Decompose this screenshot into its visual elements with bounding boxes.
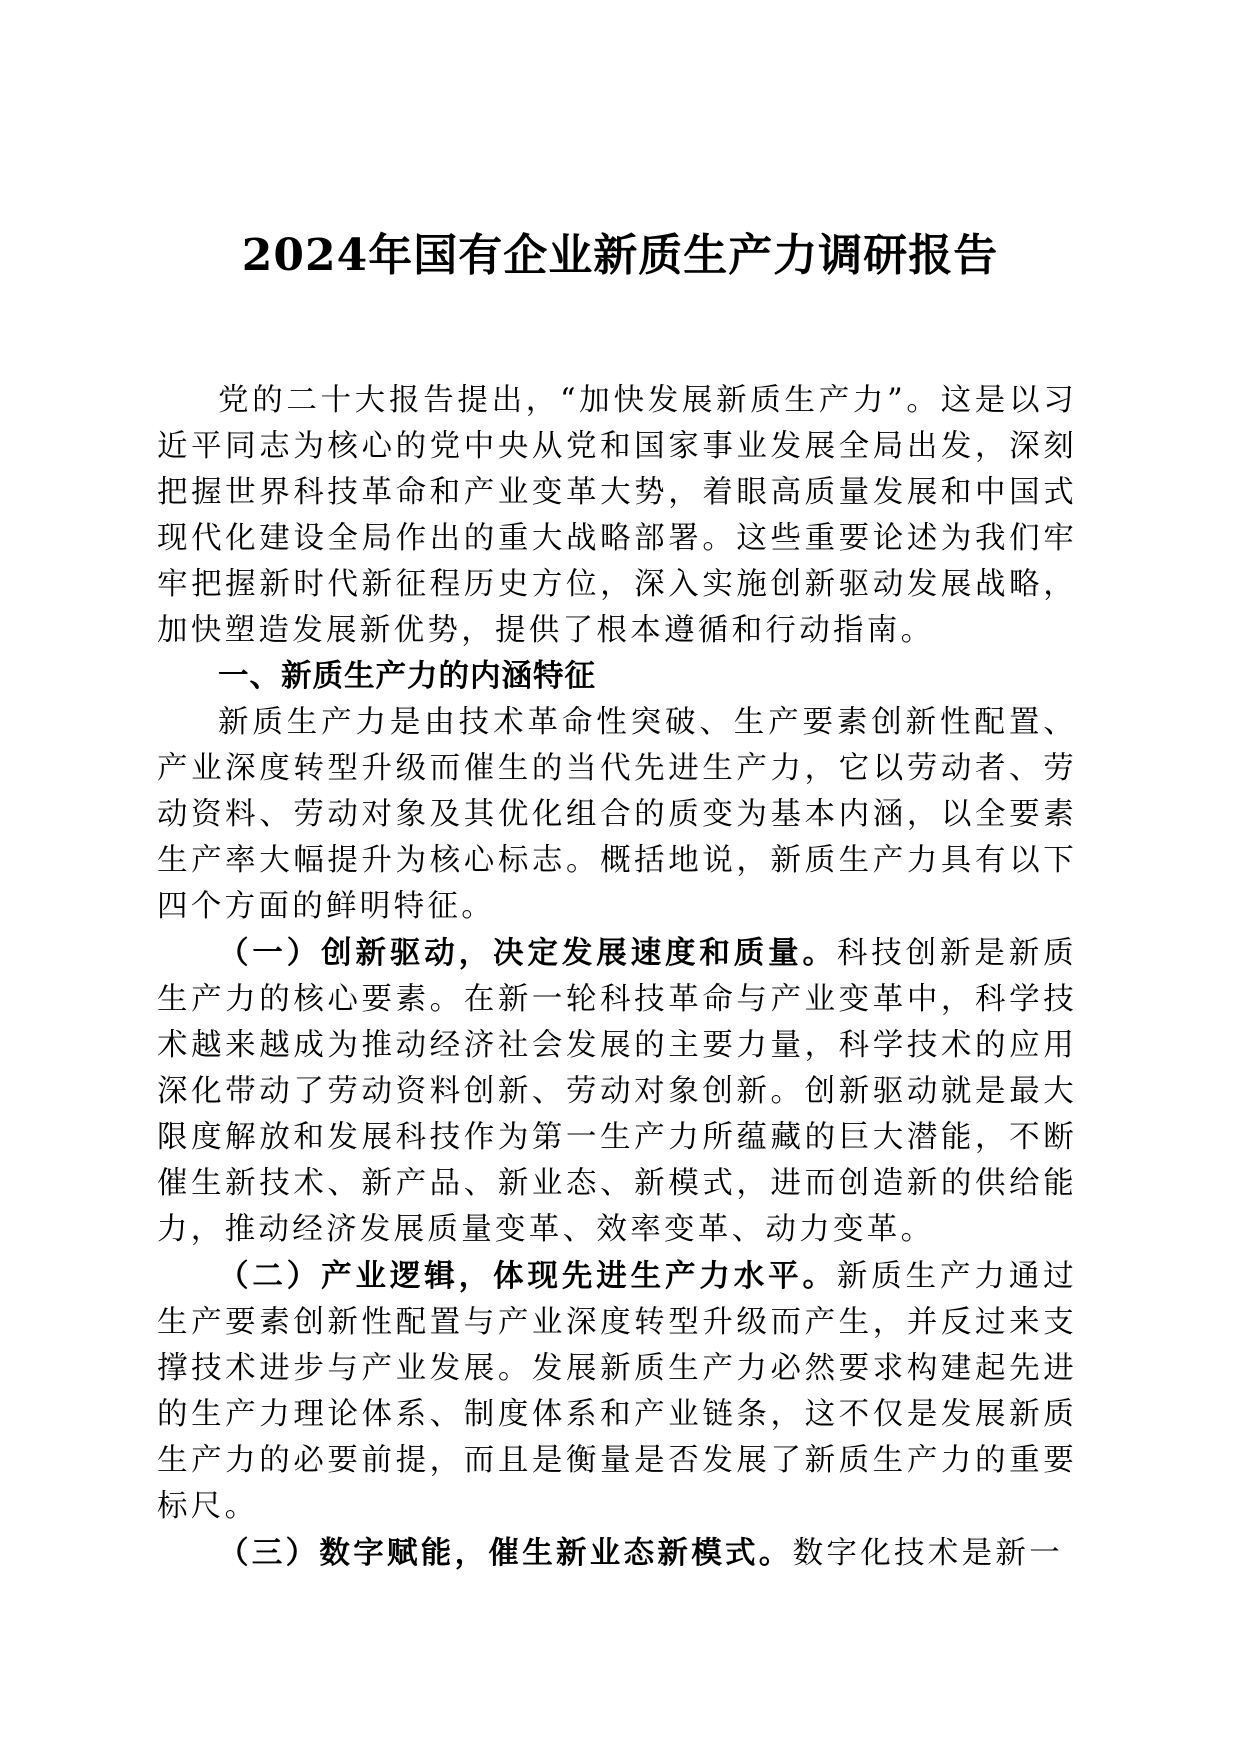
feature-text-1: 科技创新是新质生产力的核心要素。在新一轮科技革命与产业变革中，科学技术越来越成为推动经济社会发展的主要力量，科学技术的应用深化带动了劳动资料创新、劳动对象创新。创新驱动就是最大限度解放和发展科技作为第一生产力所蕴藏的巨大潜能，不断催生新技术、新产品、新业态、新模式，进而创造新的供给能力，推动经济发展质量变革、效率变革、动力变革。 bbox=[157, 936, 1077, 1247]
feature-lead-1: （一）创新驱动，决定发展速度和质量。 bbox=[218, 935, 837, 971]
intro-paragraph: 党的二十大报告提出，“加快发展新质生产力”。这是以习近平同志为核心的党中央从党和国家事业发展全局出发，深刻把握世界科技革命和产业变革大势，着眼高质量发展和中国式现代化建设全局作出的重大战略部署。这些重要论述为我们牢牢把握新时代新征程历史方位，深入实施创新驱动发展战略，加快塑造发展新优势，提供了根本遵循和行动指南。 bbox=[157, 383, 1077, 648]
feature-paragraph-1 bbox=[157, 930, 1077, 1253]
feature-text-3: 数字化技术是新一 bbox=[792, 1536, 1064, 1571]
document-body bbox=[157, 378, 1077, 1577]
feature-paragraph-2 bbox=[157, 1253, 1077, 1530]
feature-lead-2: （二）产业逻辑，体现先进生产力水平。 bbox=[218, 1258, 837, 1294]
section-paragraph: 新质生产力是由技术革命性突破、生产要素创新性配置、产业深度转型升级而催生的当代先进生产力，它以劳动者、劳动资料、劳动对象及其优化组合的质变为基本内涵，以全要素生产率大幅提升为核心标志。概括地说，新质生产力具有以下四个方面的鲜明特征。 bbox=[157, 705, 1077, 924]
document-title: 2024年国有企业新质生产力调研报告 bbox=[241, 230, 999, 281]
feature-paragraph-3 bbox=[157, 1530, 1077, 1577]
feature-text-2: 新质生产力通过生产要素创新性配置与产业深度转型升级而产生，并反过来支撑技术进步与产业发展。发展新质生产力必然要求构建起先进的生产力理论体系、制度体系和产业链条，这不仅是发展新质生产力的必要前提，而且是衡量是否发展了新质生产力的重要标尺。 bbox=[157, 1259, 1077, 1524]
section-heading: 一、新质生产力的内涵特征 bbox=[218, 659, 596, 694]
feature-lead-3: （三）数字赋能，催生新业态新模式。 bbox=[218, 1535, 793, 1571]
